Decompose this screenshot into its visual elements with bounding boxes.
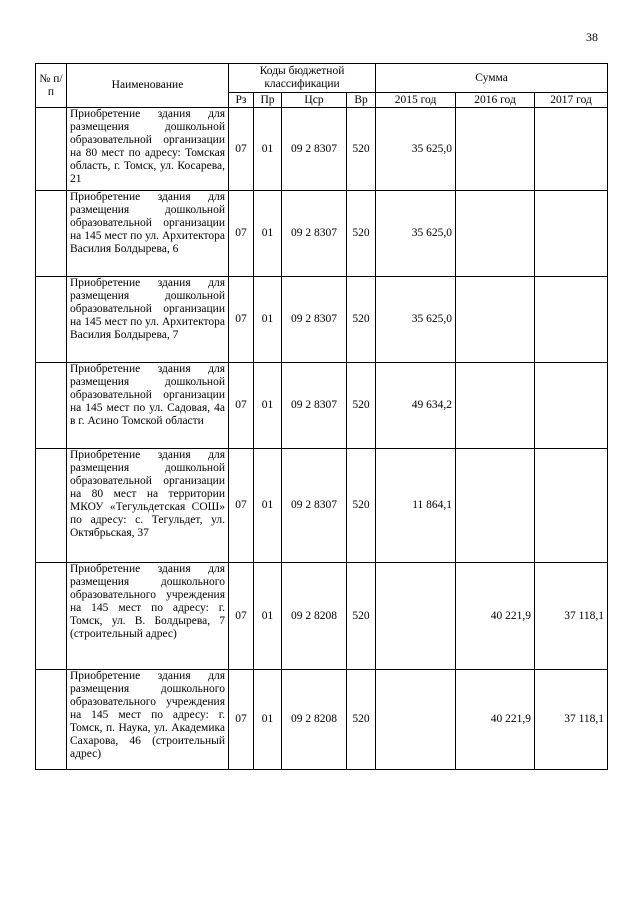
row-name: Приобретение здания для размещения дошкольного образовательного учреждения на 145 мест по адресу: г. Томск, п. Наука, ул. Академика Сахарова, 46 (строительный адрес) (67, 670, 229, 770)
row-num (36, 277, 67, 363)
row-pr: 01 (254, 449, 282, 563)
header-num: № п/п (36, 64, 67, 108)
row-vr: 520 (347, 363, 376, 449)
row-csr: 09 2 8307 (282, 449, 347, 563)
row-name: Приобретение здания для размещения дошкольной образовательной организации на 80 мест на территории МКОУ «Тегульдетская СОШ» по адресу: с. Тегульдет, ул. Октябрьская, 37 (67, 449, 229, 563)
header-sum-group: Сумма (376, 64, 608, 93)
row-sum-2017 (535, 449, 608, 563)
header-pr: Пр (254, 93, 282, 108)
row-name: Приобретение здания для размещения дошкольной образовательной организации на 80 мест по адресу: Томская область, г. Томск, ул. Косарева, 21 (67, 108, 229, 191)
row-num (36, 363, 67, 449)
row-sum-2015: 11 864,1 (376, 449, 456, 563)
row-pr: 01 (254, 563, 282, 670)
row-sum-2015 (376, 563, 456, 670)
row-rz: 07 (229, 670, 254, 770)
table-row (36, 363, 608, 449)
row-sum-2017 (535, 363, 608, 449)
header-codes-group: Коды бюджетной классификации (229, 64, 376, 93)
row-sum-2017 (535, 277, 608, 363)
row-rz: 07 (229, 563, 254, 670)
table-body (36, 108, 608, 770)
row-vr: 520 (347, 108, 376, 191)
row-sum-2015: 35 625,0 (376, 277, 456, 363)
row-name: Приобретение здания для размещения дошкольной образовательной организации на 145 мест по ул. Архитектора Василия Болдырева, 7 (67, 277, 229, 363)
row-pr: 01 (254, 363, 282, 449)
page-number: 38 (586, 30, 598, 44)
row-csr: 09 2 8208 (282, 563, 347, 670)
row-sum-2016 (456, 363, 535, 449)
header-2016: 2016 год (456, 93, 535, 108)
row-pr: 01 (254, 670, 282, 770)
row-num (36, 563, 67, 670)
row-rz: 07 (229, 449, 254, 563)
row-csr: 09 2 8307 (282, 363, 347, 449)
row-rz: 07 (229, 191, 254, 277)
row-rz: 07 (229, 277, 254, 363)
row-pr: 01 (254, 191, 282, 277)
row-rz: 07 (229, 108, 254, 191)
row-vr: 520 (347, 670, 376, 770)
budget-table (35, 63, 608, 770)
row-vr: 520 (347, 277, 376, 363)
row-csr: 09 2 8208 (282, 670, 347, 770)
row-pr: 01 (254, 108, 282, 191)
header-rz: Рз (229, 93, 254, 108)
header-vr: Вр (347, 93, 376, 108)
row-vr: 520 (347, 563, 376, 670)
table-row (36, 191, 608, 277)
row-sum-2016 (456, 108, 535, 191)
header-2015: 2015 год (376, 93, 456, 108)
row-pr: 01 (254, 277, 282, 363)
row-sum-2017 (535, 191, 608, 277)
row-sum-2016 (456, 191, 535, 277)
header-name: Наименование (67, 64, 229, 108)
row-name: Приобретение здания для размещения дошкольной образовательной организации на 145 мест по ул. Садовая, 4а в г. Асино Томской области (67, 363, 229, 449)
row-sum-2015: 35 625,0 (376, 191, 456, 277)
row-sum-2015 (376, 670, 456, 770)
row-sum-2017 (535, 108, 608, 191)
row-sum-2017: 37 118,1 (535, 670, 608, 770)
table-row (36, 108, 608, 191)
row-num (36, 108, 67, 191)
row-sum-2016 (456, 277, 535, 363)
table-row (36, 563, 608, 670)
row-num (36, 191, 67, 277)
row-sum-2015: 49 634,2 (376, 363, 456, 449)
row-csr: 09 2 8307 (282, 191, 347, 277)
row-sum-2015: 35 625,0 (376, 108, 456, 191)
row-rz: 07 (229, 363, 254, 449)
header-2017: 2017 год (535, 93, 608, 108)
row-csr: 09 2 8307 (282, 108, 347, 191)
header-csr: Цср (282, 93, 347, 108)
row-num (36, 449, 67, 563)
row-name: Приобретение здания для размещения дошкольного образовательного учреждения на 145 мест по адресу: г. Томск, ул. В. Болдырева, 7 (строительный адрес) (67, 563, 229, 670)
table-row (36, 277, 608, 363)
row-num (36, 670, 67, 770)
row-csr: 09 2 8307 (282, 277, 347, 363)
row-sum-2017: 37 118,1 (535, 563, 608, 670)
row-sum-2016: 40 221,9 (456, 670, 535, 770)
table-row (36, 449, 608, 563)
table-row (36, 670, 608, 770)
row-vr: 520 (347, 449, 376, 563)
row-sum-2016 (456, 449, 535, 563)
row-vr: 520 (347, 191, 376, 277)
row-sum-2016: 40 221,9 (456, 563, 535, 670)
row-name: Приобретение здания для размещения дошкольной образовательной организации на 145 мест по ул. Архитектора Василия Болдырева, 6 (67, 191, 229, 277)
